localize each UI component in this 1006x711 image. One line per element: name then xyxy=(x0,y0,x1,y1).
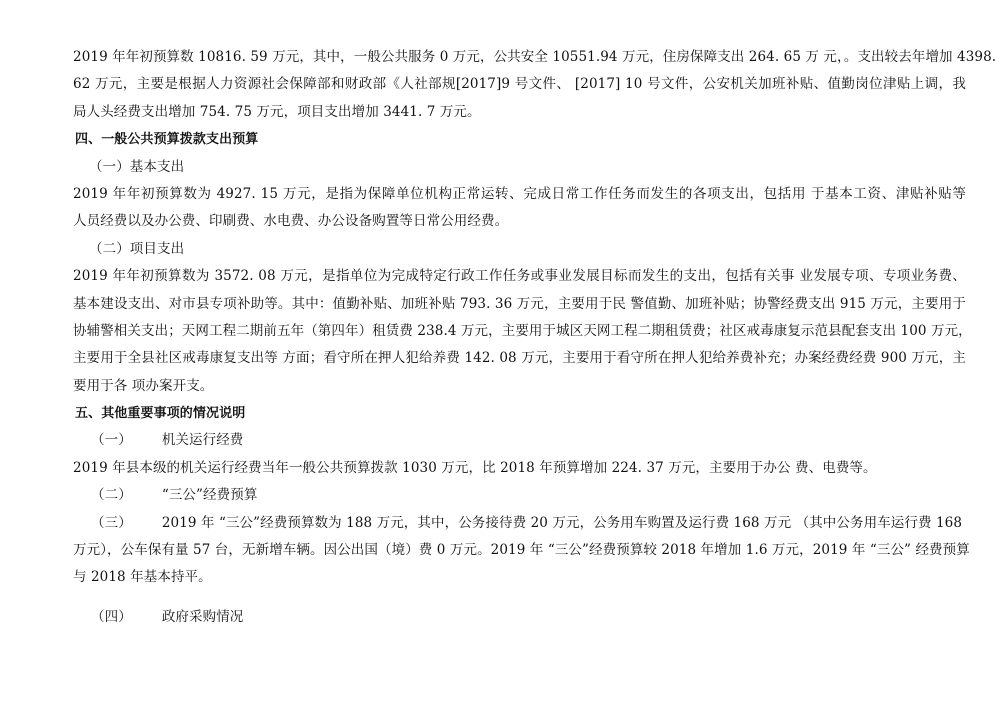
subsection-heading xyxy=(73,482,966,509)
subsection-heading xyxy=(73,427,966,454)
subsection-number: （四） xyxy=(91,608,132,625)
subsection-title: “三公”经费预算 xyxy=(161,487,258,504)
subsection-title: 机关运行经费 xyxy=(161,432,244,449)
document-page xyxy=(73,44,997,631)
paragraph-line: 人员经费以及办公费、印刷费、水电费、办公设备购置等日常公用经费。 xyxy=(73,213,509,230)
paragraph-line: 局人头经费支出增加 754. 75 万元，项目支出增加 3441. 7 万元。 xyxy=(73,103,481,120)
subsection-heading: （二）项目支出 xyxy=(89,240,185,257)
subsection-number: （二） xyxy=(91,487,132,504)
paragraph-line: 要用于各 项办案开支。 xyxy=(73,377,214,394)
subsection-title: 政府采购情况 xyxy=(161,608,244,625)
paragraph-line: 主要用于全县社区戒毒康复支出等 方面；看守所在押人犯给养费 142. 08 万元，主要用于看守所在押人犯给养费补充；办案经费经费 900 万元，主 xyxy=(73,350,966,367)
paragraph-line: 2019 年县本级的机关运行经费当年一般公共预算拨款 1030 万元，比 2018 年预算增加 224. 37 万元，主要用于办公 费、电费等。 xyxy=(73,459,877,476)
section-heading: 四、一般公共预算拨款支出预算 xyxy=(75,132,259,148)
subsection-number: （三） xyxy=(91,514,132,531)
paragraph-line: 与 2018 年基本持平。 xyxy=(73,569,212,586)
paragraph-line: 协辅警相关支出；天网工程二期前五年（第四年）租赁费 238.4 万元，主要用于城区天网工程二期租赁费；社区戒毒康复示范县配套支出 100 万元， xyxy=(73,322,972,339)
paragraph-line: 62 万元，主要是根据人力资源社会保障部和财政部《人社部规[2017]9 号文件、 [2017] 10 号文件，公安机关加班补贴、值勤岗位津贴上调，我 xyxy=(73,76,966,93)
subsection-heading: （一）基本支出 xyxy=(89,158,185,175)
paragraph-line: 2019 年年初预算数为 4927. 15 万元，是指为保障单位机构正常运转、完成日常工作任务而发生的各项支出，包括用 于基本工资、津贴补贴等 xyxy=(73,185,966,202)
spacer xyxy=(73,592,966,604)
subsection-heading xyxy=(73,604,966,631)
section-heading: 五、其他重要事项的情况说明 xyxy=(75,406,246,422)
paragraph-line xyxy=(73,510,966,537)
subsection-number: （一） xyxy=(91,432,132,449)
paragraph-text: 2019 年 “三公”经费预算数为 188 万元，其中，公务接待费 20 万元，公务用车购置及运行费 168 万元 （其中公务用车运行费 168 xyxy=(161,514,963,531)
paragraph-line: 2019 年年初预算数为 3572. 08 万元，是指单位为完成特定行政工作任务或事业发展目标而发生的支出，包括有关事 业发展专项、专项业务费、 xyxy=(73,268,966,285)
paragraph-line: 万元），公车保有量 57 台，无新增车辆。因公出国（境）费 0 万元。2019 年 “三公”经费预算较 2018 年增加 1.6 万元，2019 年 “三公” 经费预算 xyxy=(73,542,970,559)
paragraph-line: 2019 年年初预算数 10816. 59 万元，其中，一般公共服务 0 万元，公共安全 10551.94 万元，住房保障支出 264. 65 万 元，。支出较去年增加 4398. xyxy=(73,49,997,65)
paragraph-line: 基本建设支出、对市县专项补助等。其中：值勤补贴、加班补贴 793. 36 万元，主要用于民 警值勤、加班补贴；协警经费支出 915 万元，主要用于 xyxy=(73,295,966,312)
